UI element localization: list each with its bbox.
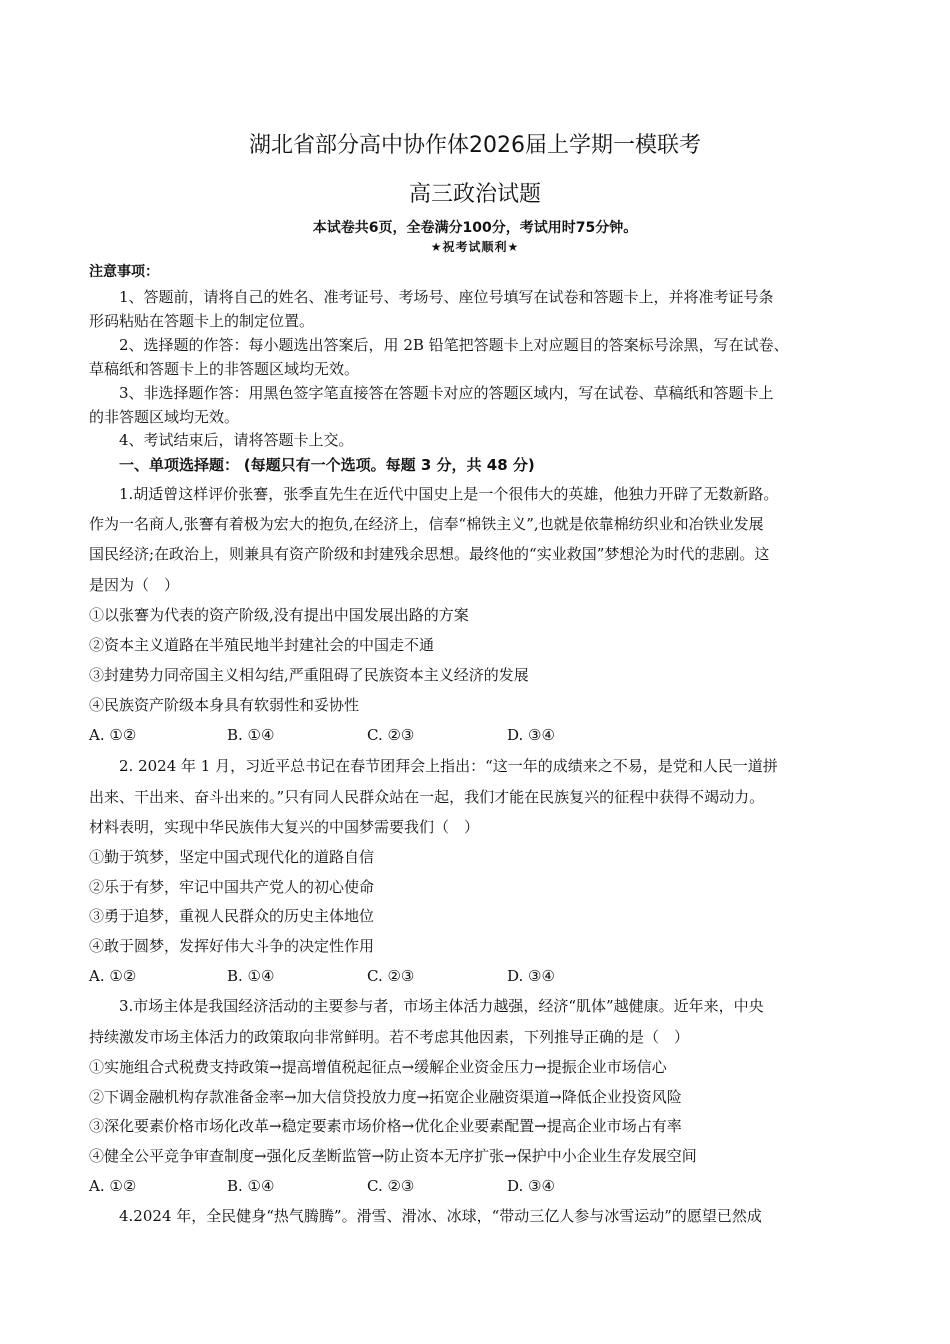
q3-statement-2: ②下调金融机构存款准备金率→加大信贷投放力度→拓宽企业融资渠道→降低企业投资风险 bbox=[89, 1088, 682, 1106]
section-note: (每题只有一个选项。每题 3 分，共 48 分) bbox=[243, 456, 535, 474]
notice-item-3-cont: 的非答题区域均无效。 bbox=[89, 408, 240, 426]
notice-item-4: 4、考试结束后，请将答题卡上交。 bbox=[119, 431, 354, 449]
q1-statement-2: ②资本主义道路在半殖民地半封建社会的中国走不通 bbox=[89, 636, 435, 654]
q1-option-c: C. ②③ bbox=[367, 726, 415, 744]
q2-option-c: C. ②③ bbox=[367, 967, 415, 985]
q3-option-d: D. ③④ bbox=[507, 1177, 555, 1195]
q1-statement-3: ③封建势力同帝国主义相勾结,严重阻碍了民族资本主义经济的发展 bbox=[89, 666, 529, 684]
q1-option-a: A. ①② bbox=[89, 726, 137, 744]
q1-option-b: B. ①④ bbox=[227, 726, 275, 744]
q3-statement-1: ①实施组合式税费支持政策→提高增值税起征点→缓解企业资金压力→提振企业市场信心 bbox=[89, 1058, 667, 1076]
q3-option-a: A. ①② bbox=[89, 1177, 137, 1195]
q1-stem-line: 作为一名商人,张謇有着极为宏大的抱负,在经济上，信奉“棉铁主义”,也就是依靠棉纺织业和冶铁业发展 bbox=[89, 515, 764, 533]
q2-stem-line: 2. 2024 年 1 月，习近平总书记在春节团拜会上指出：“这一年的成绩来之不易，是党和人民一道拼 bbox=[119, 757, 778, 775]
notice-heading: 注意事项： bbox=[89, 264, 159, 280]
q2-stem-line: 出来、干出来、奋斗出来的。”只有同人民群众站在一起，我们才能在民族复兴的征程中获得不竭动力。 bbox=[89, 788, 765, 806]
q1-statement-1: ①以张謇为代表的资产阶级,没有提出中国发展出路的方案 bbox=[89, 606, 469, 624]
q2-option-a: A. ①② bbox=[89, 967, 137, 985]
q2-statement-1: ①勤于筑梦，坚定中国式现代化的道路自信 bbox=[89, 848, 375, 866]
q2-option-d: D. ③④ bbox=[507, 967, 555, 985]
section-heading bbox=[119, 455, 864, 475]
exam-wish: ★祝考试顺利★ bbox=[430, 240, 520, 254]
q1-option-d: D. ③④ bbox=[507, 726, 555, 744]
notice-item-3: 3、非选择题作答：用黑色签字笔直接答在答题卡对应的答题区域内，写在试卷、草稿纸和答题卡上 bbox=[119, 384, 774, 402]
q3-option-c: C. ②③ bbox=[367, 1177, 415, 1195]
q2-statement-3: ③勇于追梦，重视人民群众的历史主体地位 bbox=[89, 907, 375, 925]
notice-item-2: 2、选择题的作答：每小题选出答案后，用 2B 铅笔把答题卡上对应题目的答案标号涂黑，写在试卷、 bbox=[119, 336, 789, 354]
q2-stem-line: 材料表明，实现中华民族伟大复兴的中国梦需要我们（ ） bbox=[89, 818, 480, 836]
q1-stem-line: 1.胡适曾这样评价张謇，张季直先生在近代中国史上是一个很伟大的英雄，他独力开辟了无数新路。 bbox=[119, 485, 779, 503]
exam-info: 本试卷共6页，全卷满分100分，考试用时75分钟。 bbox=[312, 220, 638, 236]
q2-statement-4: ④敢于圆梦，发挥好伟大斗争的决定性作用 bbox=[89, 937, 375, 955]
q4-stem-line: 4.2024 年，全民健身“热气腾腾”。滑雪、滑冰、冰球，“带动三亿人参与冰雪运动”的愿望已然成 bbox=[119, 1207, 762, 1225]
q1-stem-line: 是因为（ ） bbox=[89, 576, 180, 594]
q1-stem-line: 国民经济;在政治上，则兼具有资产阶级和封建残余思想。最终他的“实业救国”梦想沦为时代的悲剧。这 bbox=[89, 545, 770, 563]
exam-title: 湖北省部分高中协作体2026届上学期一模联考 bbox=[249, 133, 701, 158]
q2-statement-2: ②乐于有梦，牢记中国共产党人的初心使命 bbox=[89, 878, 375, 896]
q3-statement-3: ③深化要素价格市场化改革→稳定要素市场价格→优化企业要素配置→提高企业市场占有率 bbox=[89, 1117, 682, 1135]
notice-item-1-cont: 形码粘贴在答题卡上的制定位置。 bbox=[89, 312, 315, 330]
q3-statement-4: ④健全公平竞争审查制度→强化反垄断监管→防止资本无序扩张→保护中小企业生存发展空间 bbox=[89, 1147, 697, 1165]
section-title: 一、单项选择题： bbox=[119, 456, 240, 474]
q3-stem-line: 3.市场主体是我国经济活动的主要参与者，市场主体活力越强，经济“肌体”越健康。近年来，中央 bbox=[119, 997, 764, 1015]
q1-statement-4: ④民族资产阶级本身具有软弱性和妥协性 bbox=[89, 696, 360, 714]
q3-stem-line: 持续激发市场主体活力的政策取向非常鲜明。若不考虑其他因素，下列推导正确的是（ ） bbox=[89, 1028, 690, 1046]
q3-option-b: B. ①④ bbox=[227, 1177, 275, 1195]
notice-item-1: 1、答题前，请将自己的姓名、准考证号、考场号、座位号填写在试卷和答题卡上，并将准考证号条 bbox=[119, 288, 774, 306]
notice-item-2-cont: 草稿纸和答题卡上的非答题区域均无效。 bbox=[89, 360, 360, 378]
q2-option-b: B. ①④ bbox=[227, 967, 275, 985]
exam-subtitle: 高三政治试题 bbox=[408, 182, 541, 207]
